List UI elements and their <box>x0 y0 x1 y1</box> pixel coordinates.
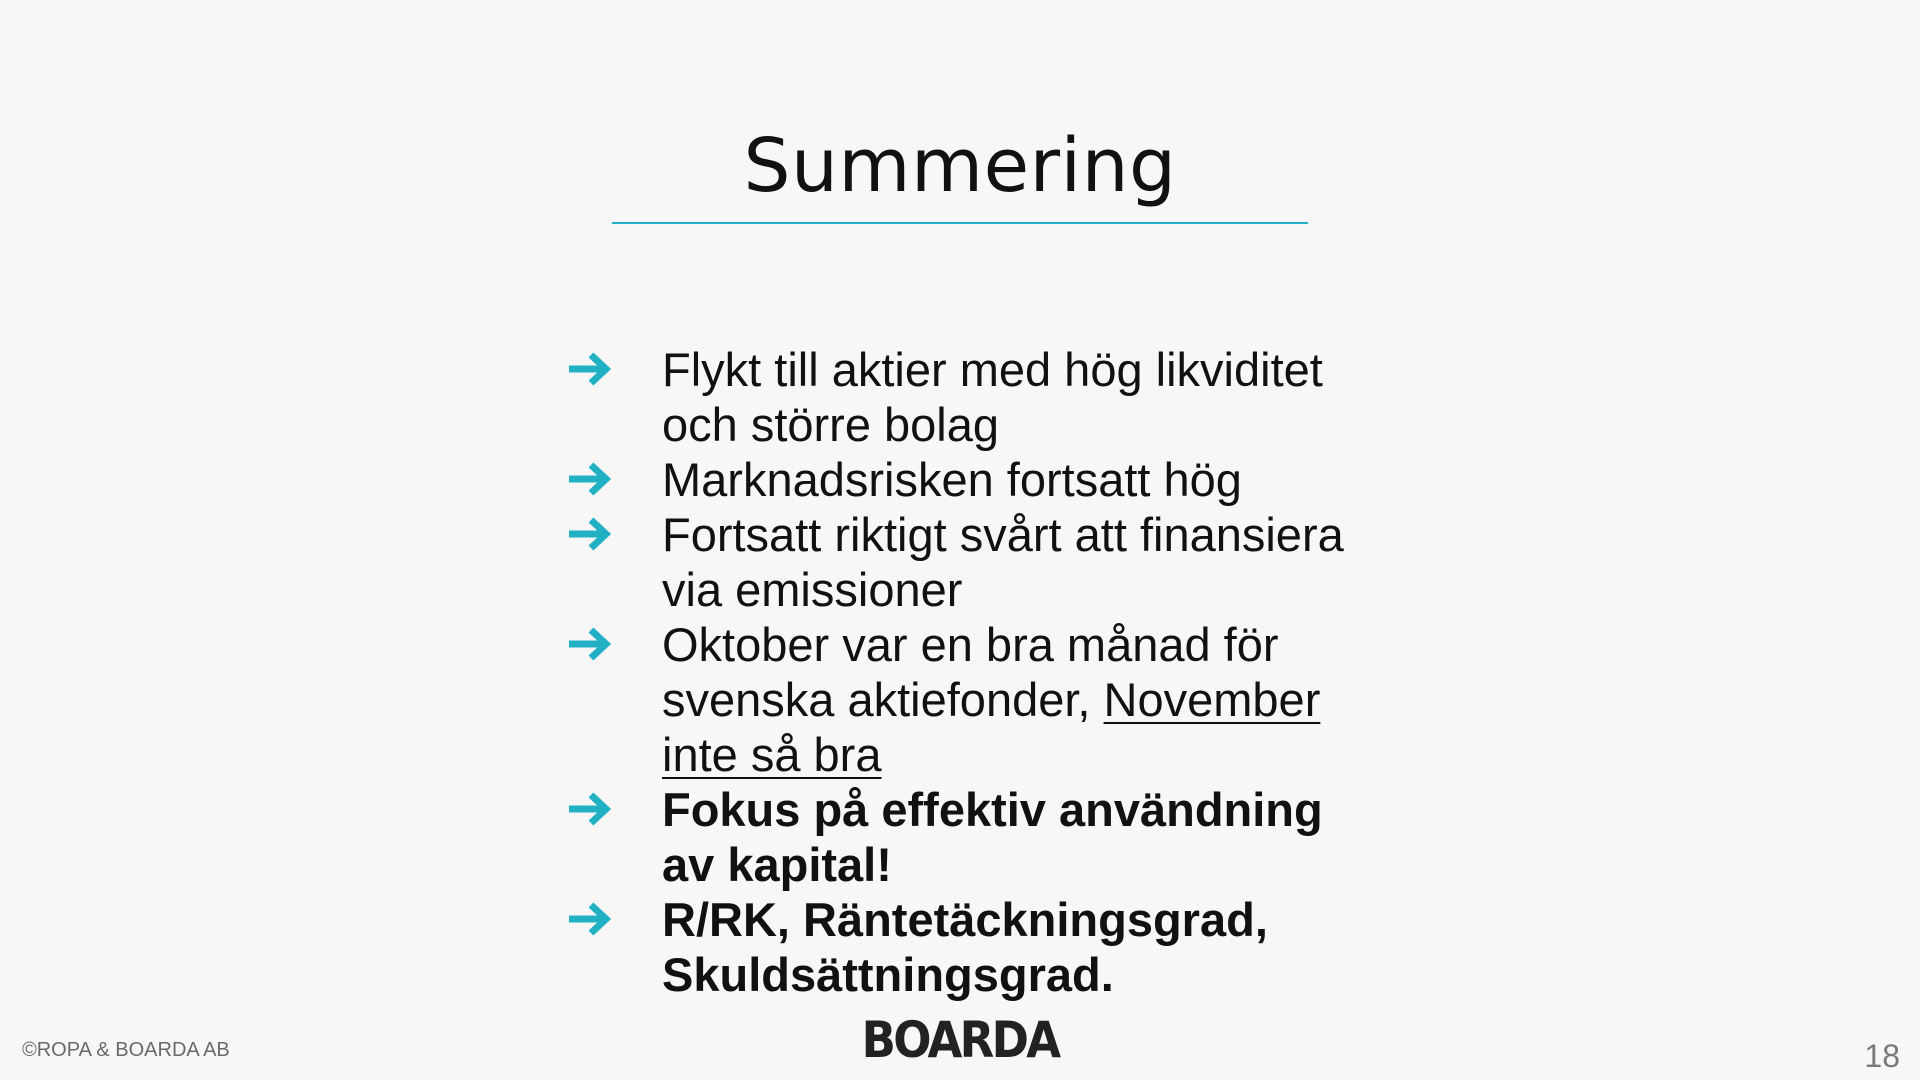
arrow-right-icon <box>567 460 613 498</box>
bullet-list <box>562 342 1362 1002</box>
bullet-item <box>562 617 1362 782</box>
arrow-right-icon <box>567 350 613 388</box>
bullet-text: Marknadsrisken fortsatt hög <box>662 453 1242 506</box>
bullet-item <box>562 507 1362 617</box>
slide-title: Summering <box>743 123 1177 209</box>
bullet-item <box>562 892 1362 1002</box>
arrow-right-icon <box>567 900 613 938</box>
bullet-text: Fokus på effektiv användning av kapital! <box>662 783 1323 891</box>
bullet-item <box>562 782 1362 892</box>
bullet-text: Fortsatt riktigt svårt att finansiera via emissioner <box>662 508 1344 616</box>
bullet-text: R/RK, Räntetäckningsgrad, Skuldsättningsgrad. <box>662 893 1268 1001</box>
page-number: 18 <box>1864 1038 1900 1074</box>
boarda-logo: BOARDA <box>861 1011 1059 1069</box>
arrow-right-icon <box>567 515 613 553</box>
arrow-right-icon <box>567 625 613 663</box>
bullet-underlined-text: November inte så bra <box>662 673 1321 781</box>
copyright-text: ©ROPA & BOARDA AB <box>22 1039 230 1061</box>
bullet-text: Flykt till aktier med hög likviditet och större bolag <box>662 343 1323 451</box>
arrow-right-icon <box>567 790 613 828</box>
bullet-text: Oktober var en bra månad för svenska aktiefonder, <box>662 618 1279 726</box>
title-underline <box>612 222 1308 224</box>
bullet-item <box>562 342 1362 452</box>
bullet-item <box>562 452 1362 507</box>
